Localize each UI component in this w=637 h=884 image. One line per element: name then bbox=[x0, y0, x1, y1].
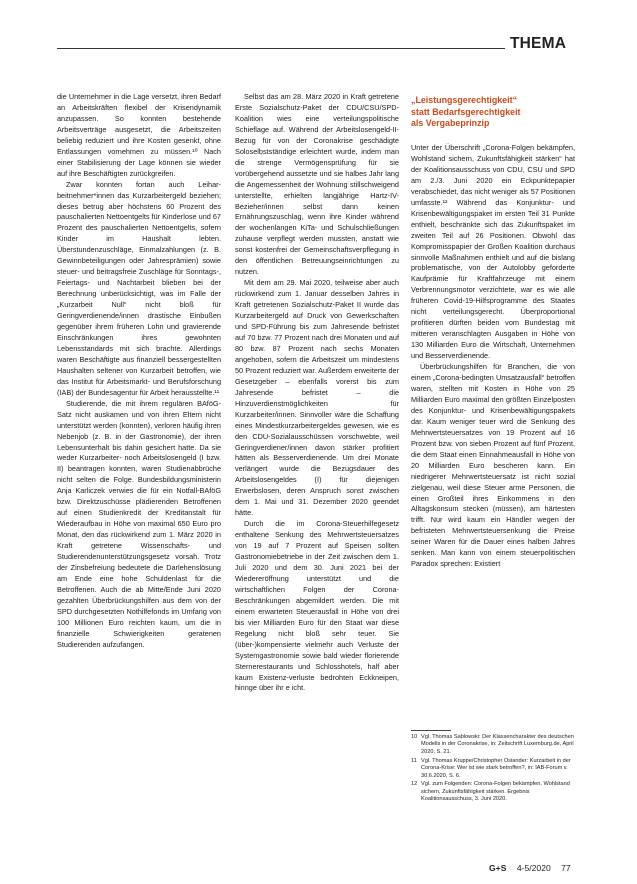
footnote-number: 10 bbox=[411, 734, 418, 740]
paragraph: Durch die im Corona-Steuerhilfegesetz enthaltene Senkung des Mehrwertsteuersatzes von 19 auf 7 Prozent auf Speisen sollten Gastronomiebetriebe in der Zeit zwischen dem 1. Juli 2020 und dem 30. Juni 2021 bei der Wiedereröffnung unterstützt und die wirtschaftlichen Folgen der Corona-Beschränkungen abgemildert werden. Die mit einem erwarteten Steuerausfall in Höhe von drei bis vier Milliarden Euro für den Staat war diese Regelung nicht bloß sehr teuer. Sie (über-)kompensierte vielmehr auch Verluste der Systemgastronomie sowie bald wieder florierende Sternerestaurants und Schlosshotels, half aber kaum Existenz-verluste bedrohten Eckkneipen, hinnge über ihr e icht. bbox=[235, 519, 399, 693]
paragraph: Zwar konnten fortan auch Leihar-beitnehmer*innen das Kurzarbeitergeld beziehen; dieses betrug aber höchstens 60 Prozent des pauschalierten Nettoentgelts für Kinderlose und 67 Prozent des pauschalierten Nettoentgelts, sofern Kinder im Haushalt lebten. Überstundenzuschläge, Einmalzahlungen (z. B. Gewinnbeteiligungen oder Jahresprämien) sowie steuer- und beitragsfreie Zuschläge für Sonntags-, Feiertags- und Nachtarbeit blieben bei der Berechnung unberücksichtigt, was im Falle der „Kurzarbeit Null“ nicht bloß für Geringverdienende/innen drastische Einbußen gegenüber ihrem früheren Lohn und gravierende Einschränkungen ihres gewohnten Lebensstandards mit sich brachte. Allerdings waren Beschäftigte aus finanziell bessergestellten Haushalten seltener von Kurzarbeit betroffen, wie das Institut für Arbeitsmarkt- und Berufsforschung (IAB) der Bundesagentur für Arbeit herausstellte.¹¹ bbox=[57, 179, 221, 397]
subheading-line: als Vergabeprinzip bbox=[411, 118, 490, 129]
page-number: 77 bbox=[561, 863, 571, 873]
footnotes bbox=[411, 734, 579, 805]
text-column-2 bbox=[235, 92, 399, 694]
paragraph: die Unternehmer in die Lage versetzt, ihren Bedarf an Arbeitskräften flexibel der Krisendynamik anzupassen. So konnten bestehende Arbeitsverträge ausgesetzt, die Arbeitszeiten beliebig reduziert und ihre Kosten gesenkt, ohne Entlassungen vornehmen zu müssen.¹⁰ Nach einer Stabilisierung der Lage können sie wieder auf ihre Beschäftigten zurückgreifen. bbox=[57, 92, 221, 178]
section-title: THEMA bbox=[510, 35, 567, 52]
footnote-rule bbox=[411, 730, 451, 731]
footnote bbox=[411, 734, 579, 756]
paragraph: Überbrückungshilfen für Branchen, die von einem „Corona-bedingten Umsatzausfall“ betroffen waren, stellten mit Kosten in Höhe von 25 Milliarden Euro maximal den größten Einzelposten des Konjunktur- und Krisenbewältigungspakets dar. Kaum weniger teuer wird die Senkung des Mehrwertsteuersatzes von 19 Prozent auf 16 Prozent bzw. von sieben Prozent auf fünf Prozent, die dem Staat einen Einnahmeausfall in Höhe von 20 Milliarden Euro bescheren kann. Ein niedrigerer Mehrwertsteuersatz ist nicht sozial zielgenau, weil diese Steuer arme Personen, die einen Großteil ihres Einkommens in den Alltagskonsum stecken (müssen), am härtesten trifft. Nur wird kaum ein Händler wegen der befristeten Mehrwertsteuersenkung die Preise seiner Waren für die Dauer eines halben Jahres senken. Man kann von einem steuerpolitischen Paradox sprechen: Existiert bbox=[411, 362, 575, 569]
journal-brand: G+S bbox=[489, 863, 507, 873]
footnote bbox=[411, 758, 579, 780]
footnote-number: 11 bbox=[411, 757, 417, 764]
footnote-text: Vgl. Thomas Kruppe/Christopher Osiander: Kurzarbeit in der Corona-Krise: Wer ist wie stark betroffen?, in: IAB-Forum v. 30.6.2020, S. 6. bbox=[421, 757, 571, 779]
paragraph: Mit dem am 29. Mai 2020, teilweise aber auch rückwirkend zum 1. Januar desselben Jahres in Kraft getretenen Sozialschutz-Paket II wurde das Kurzarbeitergeld auf Druck von Gewerkschaften und SPD-Führung bis zum Jahresende befristet auf 70 bzw. 77 Prozent nach drei Monaten und auf 80 bzw. 87 Prozent nach sechs Monaten angehoben, sofern die Arbeitszeit um mindestens 50 Prozent reduziert war. Außerdem erweiterte der Gesetzgeber – ebenfalls vorerst bis zum Jahresende befristet – die Hinzuverdienstmöglichkeiten für Kurzarbeiter/innen. Sinnvoller wäre die Schaffung eines Mindestkurzarbeitergeldes gewesen, wie es den CDU-Sozialausschüssen vorschwebte, weil Geringverdiener/innen davon stärker profitiert hätten als Besserverdienende. Um drei Monate verlängert wurde die Bezugsdauer des Arbeitslosengeldes (I) für diejenigen Erwerbslosen, deren Anspruch sonst zwischen dem 1. Mai und 31. Dezember 2020 geendet hätte. bbox=[235, 278, 399, 518]
footnote-text: Vgl. zum Folgenden: Corona-Folgen bekämpfen, Wohlstand sichern, Zukunftsfähigkeit stärken. Ergebnis Koalitionsausschuss, 3. Juni 2020. bbox=[421, 781, 570, 803]
paragraph: Unter der Überschrift „Corona-Folgen bekämpfen, Wohlstand sichern, Zukunftsfähigkeit stärken“ hat der Koalitionsausschuss von CDU, CSU und SPD am 2./3. Juni 2020 ein Eckpunktepapier verabschiedet, das nicht weniger als 57 Positionen umfasste.¹² Während das Konjunktur- und Krisenbewältigungspaket im ersten Teil 31 Punkte enthielt, beschränkte sich das Zukunftspaket im zweiten Teil auf 26 Positionen. Obwohl das Kompromisspapier der Großen Koalition durchaus sinnvolle Maßnahmen enthielt und auf die bislang problematische, von der Autolobby geforderte Kaufprämie für Kraftfahrzeuge mit einem Verbrennungsmotor verzichtete, war es wie alle früheren Covid-19-Hilfsprogramme des Staates nicht verteilungsgerecht. Überproportional profitieren dürften beiden vom Bundestag mit mitteren veranschlagten Ausgaben in Höhe von 130 Milliarden Euro die Wirtschaft, Unternehmen und Besserverdienende. bbox=[411, 143, 575, 361]
issue-number: 4-5/2020 bbox=[516, 863, 551, 873]
text-column-1 bbox=[57, 92, 221, 651]
subheading-line: „Leistungsgerechtigkeit“ bbox=[411, 95, 518, 105]
page-footer bbox=[489, 863, 579, 873]
subheading bbox=[411, 95, 579, 130]
subheading-line: statt Bedarfsgerechtigkeit bbox=[411, 106, 521, 117]
paragraph: Selbst das am 28. März 2020 in Kraft getretene Erste Sozialschutz-Paket der CDU/CSU/SPD-Koalition wies eine verteilungspolitische Schieflage auf. Während der Arbeitslosengeld-II-Bezug für von der Coronakrise geschädigte Soloselbstständige erleichtert wurde, indem man die strenge Vermögensprüfung für sie vorübergehend aussetzte und sie halbes Jahr lang die Angemessenheit der Wohnung stillschweigend unterstellte, erhielten langjährige Hartz-IV-Bezieher/innen selbst dann keinen Ernährungszuschlag, wenn ihre Kinder während der wochenlangen KiTa- und Schulschließungen zuhause verpflegt werden mussten, anstatt wie sonst kostenfrei der Gemeinschaftsverpflegung in den öffentlichen Betreuungseinrichtungen zu nutzen. bbox=[235, 92, 399, 277]
text-column-3 bbox=[411, 143, 575, 570]
footnote-text: Vgl. Thomas Sablowski: Der Klassencharakter des deutschen Modells in der Coronakrise, in: Zeitschrift Luxemburg.de, April 2020, S. 21. bbox=[421, 734, 574, 755]
footnote-number: 12 bbox=[411, 781, 418, 788]
footnote bbox=[411, 781, 579, 803]
header-rule bbox=[57, 48, 505, 49]
paragraph: Studierende, die mit ihrem regulären BAföG-Satz nicht auskamen und von ihren Eltern nicht unterstützt werden (konnten), verloren häufig ihren Nebenjob (z. B. in der Gastronomie), der ihren Lebensunterhalt bis dahin gesichert hatte. Da sie weder Kurzarbeiter- noch Arbeitslosengeld (I bzw. II) beantragen konnten, waren Studienabbrüche nicht selten die Folge. Bundesbildungsministerin Anja Karliczek verwies die für ein Notfall-BAföG bzw. Direktzuschüsse plädierenden Betroffenen auf einen Studienkredit der Kreditanstalt für Wiederaufbau in Höhe von maximal 650 Euro pro Monat, den das rückwirkend zum 1. März 2020 in Kraft getretene Wissenschafts- und Studierendenunterstützungsgesetz vorsah. Trotz der Zinsbefreiung bedeutete die Darlehenslösung am Ende eine hohe Schuldenlast für die Betroffenen. Auch die ab Mitte/Ende Juni 2020 gezahlten Überbrückungshilfen aus dem von der SPD durchgesetzten Nothilfefonds im Umfang von 100 Millionen Euro reichten kaum, um die in finanzielle Schwierigkeiten geratenen Studierenden aufzufangen. bbox=[57, 398, 221, 649]
